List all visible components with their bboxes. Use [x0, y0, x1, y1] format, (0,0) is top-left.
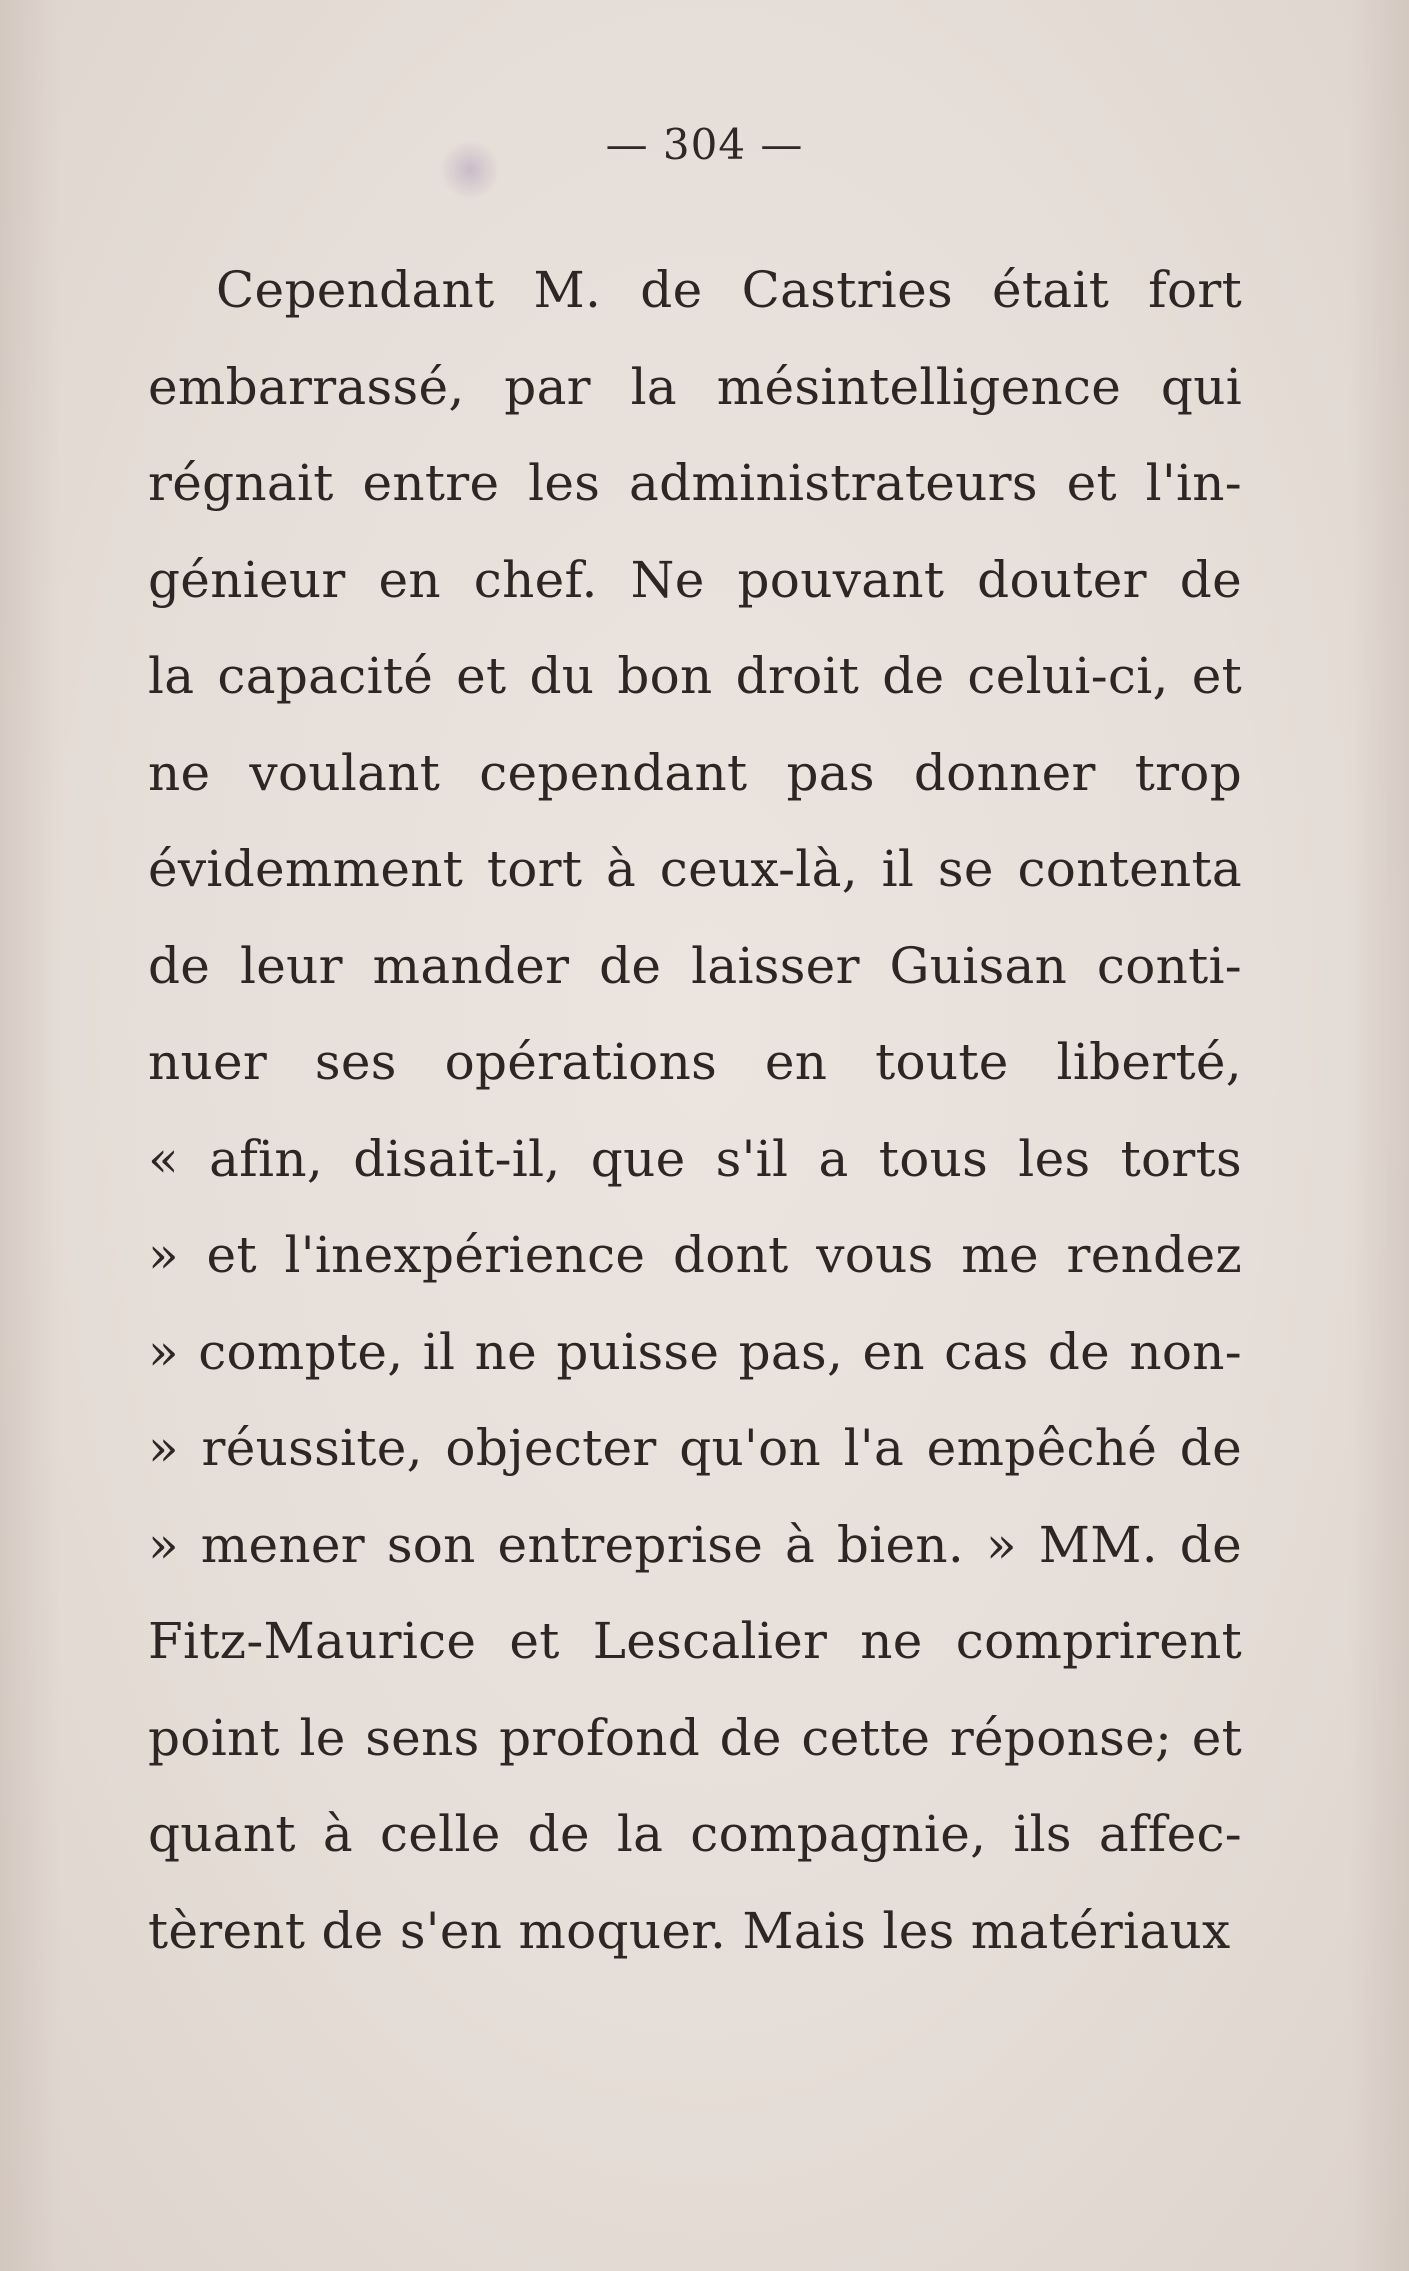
text-line: la capacité et du bon droit de celui-ci, et — [148, 647, 1242, 705]
text-line: tèrent de s'en moquer. Mais les matériaux — [148, 1901, 1231, 1960]
text-line: » mener son entreprise à bien. » MM. de — [148, 1515, 1242, 1574]
page-number: — 304 — — [605, 120, 804, 169]
page-edge-shadow-right — [1349, 0, 1409, 2271]
text-line: nuer ses opérations en toute liberté, — [148, 1033, 1242, 1091]
text-line: » et l'inexpérience dont vous me rendez — [148, 1226, 1242, 1284]
text-line: point le sens profond de cette réponse; et — [148, 1708, 1242, 1767]
text-line: de leur mander de laisser Guisan conti- — [148, 936, 1242, 995]
text-line: régnait entre les administrateurs et l'in- — [148, 454, 1242, 512]
text-line: embarrassé, par la mésintelligence qui — [148, 357, 1242, 416]
text-line: génieur en chef. Ne pouvant douter de — [148, 550, 1242, 609]
text-line: Cependant M. de Castries était fort — [216, 261, 1242, 319]
text-line: quant à celle de la compagnie, ils affec- — [148, 1805, 1242, 1863]
page-edge-shadow-left — [0, 0, 60, 2271]
text-line: Fitz-Maurice et Lescalier ne comprirent — [148, 1612, 1242, 1670]
body-text — [148, 242, 1242, 1979]
text-line: évidemment tort à ceux-là, il se contenta — [148, 840, 1242, 898]
text-line: » compte, il ne puisse pas, en cas de non- — [148, 1322, 1242, 1381]
text-line: « afin, disait-il, que s'il a tous les torts — [148, 1129, 1242, 1188]
text-line: ne voulant cependant pas donner trop — [148, 743, 1242, 802]
text-line: » réussite, objecter qu'on l'a empêché de — [148, 1419, 1242, 1477]
